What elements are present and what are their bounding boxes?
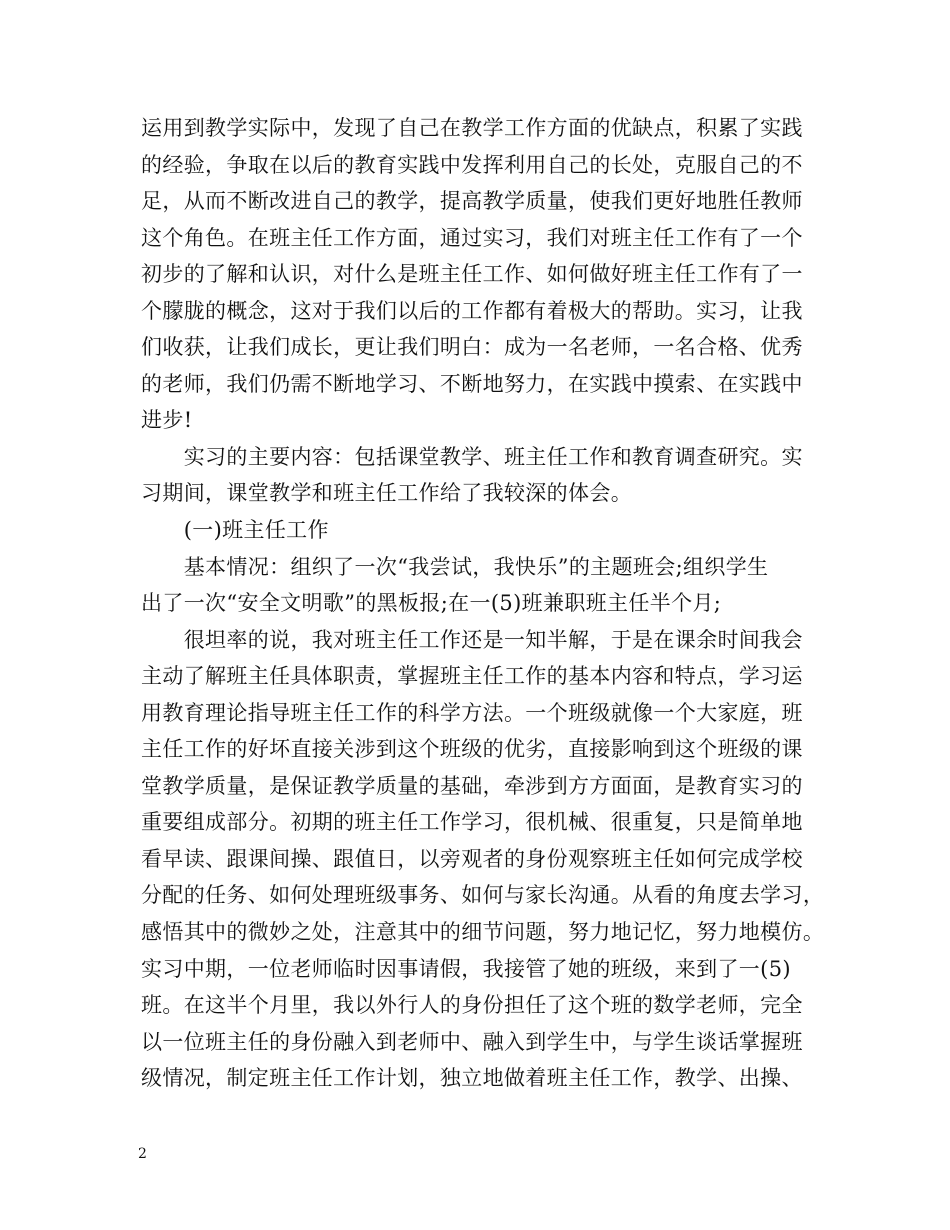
text-line: 运用到教学实际中，发现了自己在教学工作方面的优缺点，积累了实践 <box>141 116 803 140</box>
text-line: 班。在这半个月里，我以外行人的身份担任了这个班的数学老师，完全 <box>141 993 803 1018</box>
text-line: 看早读、跟课间操、跟值日，以旁观者的身份观察班主任如何完成学校 <box>141 846 803 871</box>
text-line: 的老师，我们仍需不断地学习、不断地努力，在实践中摸索、在实践中 <box>141 371 803 396</box>
text-line: 很坦率的说，我对班主任工作还是一知半解，于是在课余时间我会 <box>141 627 803 652</box>
body-text <box>141 110 825 1097</box>
text-line: 习期间，课堂教学和班主任工作给了我较深的体会。 <box>141 481 633 506</box>
text-line: 们收获，让我们成长，更让我们明白：成为一名老师，一名合格、优秀 <box>141 335 803 360</box>
text-line: 足，从而不断改进自己的教学，提高教学质量，使我们更好地胜任教师 <box>141 189 803 214</box>
text-line: 实习的主要内容：包括课堂教学、班主任工作和教育调查研究。实 <box>141 444 803 469</box>
page-number: 2 <box>138 1146 147 1162</box>
text-line: 进步! <box>141 408 193 433</box>
text-line: 初步的了解和认识，对什么是班主任工作、如何做好班主任工作有了一 <box>141 262 803 287</box>
section-heading: (一)班主任工作 <box>141 518 329 543</box>
text-line: 主任工作的好坏直接关涉到这个班级的优劣，直接影响到这个班级的课 <box>141 737 803 762</box>
text-line: 以一位班主任的身份融入到老师中、融入到学生中，与学生谈话掌握班 <box>141 1029 803 1054</box>
text-line: 重要组成部分。初期的班主任工作学习，很机械、很重复，只是简单地 <box>141 810 803 835</box>
text-line: 感悟其中的微妙之处，注意其中的细节问题，努力地记忆，努力地模仿。 <box>141 920 825 945</box>
text-line: 级情况，制定班主任工作计划，独立地做着班主任工作，教学、出操、 <box>141 1066 803 1091</box>
text-line: 主动了解班主任具体职责，掌握班主任工作的基本内容和特点，学习运 <box>141 664 803 689</box>
text-line: 实习中期，一位老师临时因事请假，我接管了她的班级，来到了一(5) <box>141 956 791 981</box>
text-line: 这个角色。在班主任工作方面，通过实习，我们对班主任工作有了一个 <box>141 225 803 250</box>
text-line: 个朦胧的概念，这对于我们以后的工作都有着极大的帮助。实习，让我 <box>141 298 803 323</box>
text-line: 分配的任务、如何处理班级事务、如何与家长沟通。从看的角度去学习， <box>141 883 825 908</box>
text-line: 用教育理论指导班主任工作的科学方法。一个班级就像一个大家庭，班 <box>141 700 803 725</box>
text-line: 的经验，争取在以后的教育实践中发挥利用自己的长处，克服自己的不 <box>141 152 803 177</box>
text-line: 堂教学质量，是保证教学质量的基础，牵涉到方方面面，是教育实习的 <box>141 773 803 798</box>
text-line: 基本情况：组织了一次“我尝试，我快乐”的主题班会;组织学生 <box>141 554 769 579</box>
text-line: 出了一次“安全文明歌”的黑板报;在一(5)班兼职班主任半个月; <box>141 591 722 616</box>
